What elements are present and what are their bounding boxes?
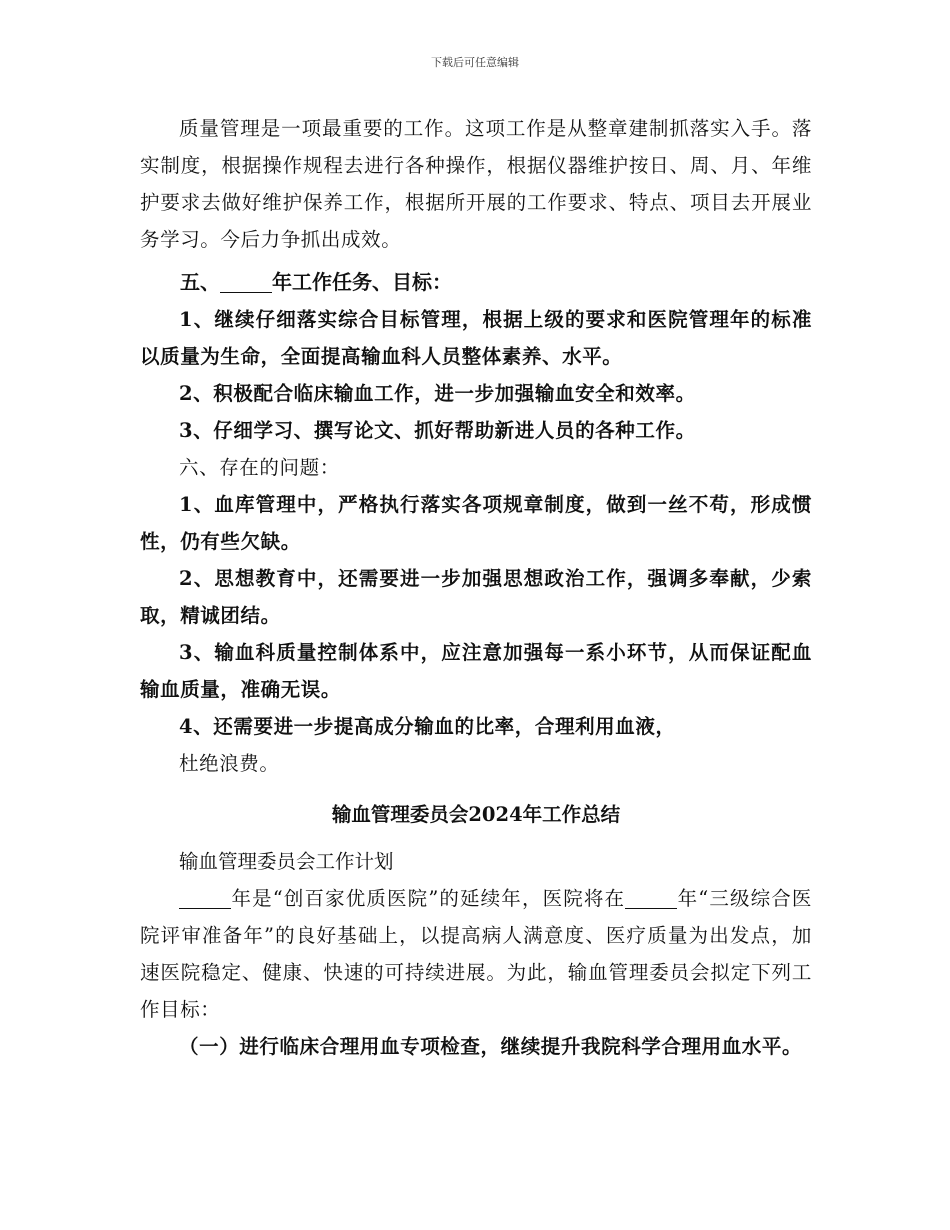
intro-text-2: 年“三级综合医院评审准备年”的良好基础上，以提高病人满意度、医疗质量为出发点，加速医院稳定、健康、快速的可持续进展。为此，输血管理委员会拟定下列工作目标：: [140, 887, 812, 1021]
document-body: [140, 110, 812, 1065]
section-heading-5: [140, 264, 812, 301]
intro-paragraph: [140, 880, 812, 1028]
problem-item-4: 4、还需要进一步提高成分输血的比率，合理利用血液，: [179, 715, 676, 738]
document-subtitle: 输血管理委员会工作计划: [179, 850, 394, 873]
task-item-2: 2、积极配合临床输血工作，进一步加强输血安全和效率。: [179, 382, 696, 405]
year-blank-1: [179, 888, 231, 909]
quality-paragraph: 质量管理是一项最重要的工作。这项工作是从整章建制抓落实入手。落实制度，根据操作规程去进行各种操作，根据仪器维护按日、周、月、年维护要求去做好维护保养工作，根据所开展的工作要求、特点、项目去开展业务学习。今后力争抓出成效。: [140, 117, 812, 251]
document-title: 输血管理委员会2024年工作总结: [331, 803, 621, 826]
year-blank-2: [625, 888, 677, 909]
section-heading-6: 六、存在的问题：: [179, 456, 340, 479]
header-note: 下载后可任意编辑: [431, 56, 519, 69]
problem-item-1: 1、血库管理中，严格执行落实各项规章制度，做到一丝不苟，形成惯性，仍有些欠缺。: [140, 493, 812, 553]
intro-text-1: 年是“创百家优质医院”的延续年，医院将在: [231, 887, 626, 910]
task-item-1: 1、继续仔细落实综合目标管理，根据上级的要求和医院管理年的标准以质量为生命，全面提高输血科人员整体素养、水平。: [140, 308, 812, 368]
goal-item-1: （一）进行临床合理用血专项检查，继续提升我院科学合理用血水平。: [179, 1035, 803, 1058]
problem-item-2: 2、思想教育中，还需要进一步加强思想政治工作，强调多奉献，少索取，精诚团结。: [140, 567, 812, 627]
heading-5-prefix: 五、: [180, 270, 220, 294]
heading-5-suffix: 年工作任务、目标：: [272, 270, 452, 294]
problem-item-4-continued: 杜绝浪费。: [179, 752, 280, 775]
year-blank: [220, 272, 272, 293]
problem-item-3: 3、输血科质量控制体系中，应注意加强每一系小环节，从而保证配血输血质量，准确无误。: [140, 641, 812, 701]
task-item-3: 3、仔细学习、撰写论文、抓好帮助新进人员的各种工作。: [179, 419, 696, 442]
